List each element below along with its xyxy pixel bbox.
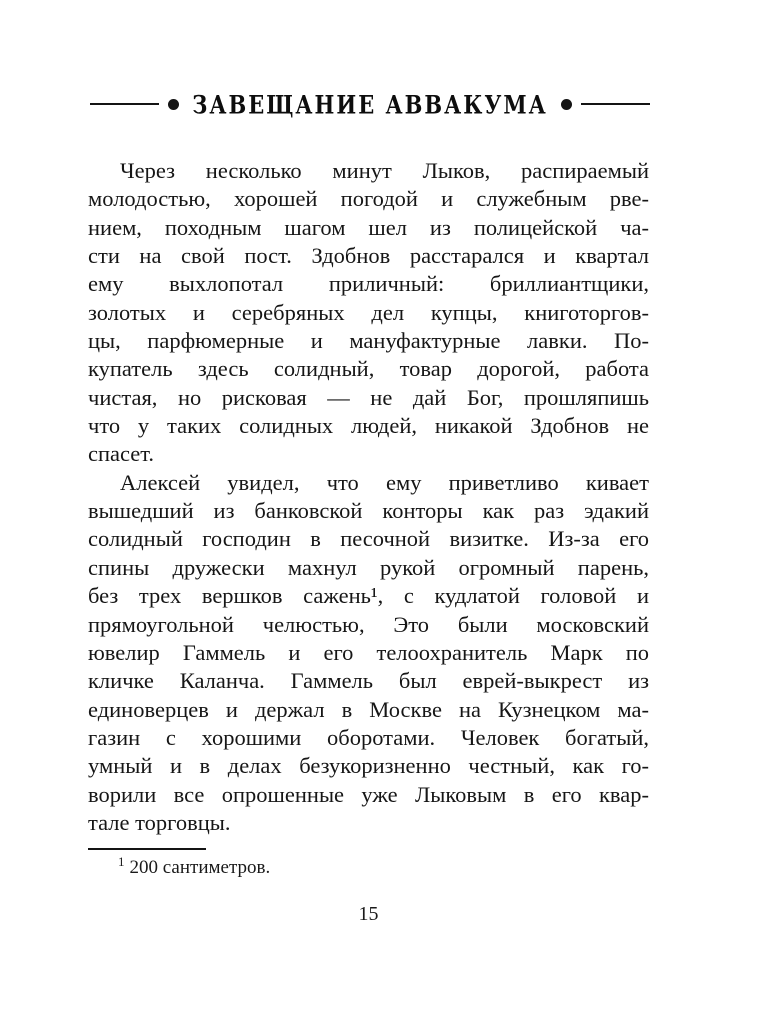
text-line: цы, парфюмерные и мануфактурные лавки. По-	[88, 328, 649, 354]
header-rule-right	[581, 103, 650, 105]
text-line: газин с хорошими оборотами. Человек богатый,	[88, 724, 649, 750]
text-line: спасет.	[88, 441, 155, 467]
text-line: вышедший из банковской конторы как раз эдакий	[88, 498, 649, 524]
text-line: ворили все опрошенные уже Лыковым в его квар-	[88, 781, 649, 807]
text-line: сти на свой пост. Здобнов расстарался и квартал	[88, 243, 649, 269]
text-line: купатель здесь солидный, товар дорогой, работа	[88, 356, 649, 382]
body-text	[88, 157, 649, 837]
header-bullet-left-icon	[168, 99, 179, 110]
text-line: тале торговцы.	[88, 809, 231, 835]
chapter-title: ЗАВЕЩАНИЕ АВВАКУМА	[192, 88, 548, 120]
text-line: золотых и серебряных дел купцы, книготоргов-	[88, 299, 649, 325]
text-line: без трех вершков сажень¹, с кудлатой головой и	[88, 583, 649, 609]
footnote-text: 200 сантиметров.	[129, 857, 271, 878]
text-line: единоверцев и держал в Москве на Кузнецком ма-	[88, 696, 649, 722]
text-line: Алексей увидел, что ему приветливо кивает	[120, 469, 649, 495]
text-line: ему выхлопотал приличный: бриллиантщики,	[88, 271, 649, 297]
text-line: кличке Каланча. Гаммель был еврей-выкрест из	[88, 668, 649, 694]
text-line: нием, походным шагом шел из полицейской ча-	[88, 214, 649, 240]
text-line: что у таких солидных людей, никакой Здобнов не	[88, 413, 649, 439]
text-line: солидный господин в песочной визитке. Из-за его	[88, 526, 649, 552]
text-line: прямоугольной челюстью, Это были московский	[88, 611, 649, 637]
header-rule-left	[90, 103, 159, 105]
chapter-header	[90, 88, 650, 120]
footnote	[88, 855, 649, 881]
text-line: молодостью, хорошей погодой и служебным рве-	[88, 186, 649, 212]
footnote-marker: 1	[118, 853, 125, 869]
page-number: 15	[358, 903, 379, 925]
footnote-rule	[88, 848, 206, 850]
text-line: спины дружески махнул рукой огромный парень,	[88, 554, 649, 580]
text-line: умный и в делах безукоризненно честный, как го-	[88, 753, 649, 779]
text-line: Через несколько минут Лыков, распираемый	[120, 158, 649, 183]
text-line: чистая, но рисковая — не дай Бог, прошляпишь	[88, 384, 649, 410]
text-line: ювелир Гаммель и его телоохранитель Марк по	[88, 639, 649, 665]
header-bullet-right-icon	[561, 99, 572, 110]
